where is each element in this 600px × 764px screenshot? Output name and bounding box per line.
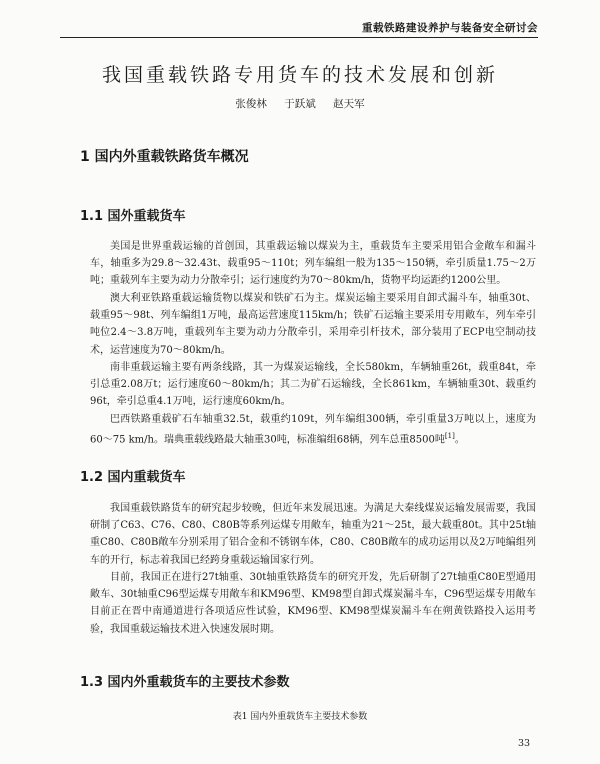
citation-ref[interactable]: [1] — [444, 432, 455, 441]
section-heading-1: 1 国内外重载铁路货车概况 — [80, 149, 249, 165]
author-list — [0, 96, 600, 111]
paragraph-domestic-1: 我国重载铁路货车的研究起步较晚，但近年来发展迅速。为满足大秦线煤炭运输发展需要，我国研制了C63、C76、C80、C80B等系列运煤专用敞车，轴重为21～25t，最大载重80t。其中25t轴重C80、C80B敞车分别采用了铝合金和不锈钢车体，C80、C80B敞车的成功运用以及2万吨编组列车的开行，标志着我国已经跨身重载运输国家行列。 — [90, 503, 536, 566]
paragraph-brazil-sweden — [90, 411, 536, 449]
paragraph-south-africa: 南非重载运输主要有两条线路，其一为煤炭运输线，全长580km，车辆轴重26t，载重84t，牵引总重2.08万t；运行速度60～80km/h；其二为矿石运输线，全长861km，车辆轴重30t、载重约96t，牵引总重4.1万吨，运行速度60km/h。 — [90, 362, 536, 408]
author-name: 于跃斌 — [284, 98, 316, 110]
running-header: 重载铁路建设养护与装备安全研讨会 — [362, 22, 538, 34]
author-name: 赵天军 — [333, 98, 365, 110]
section-heading-1-1: 1.1 国外重载货车 — [80, 209, 186, 224]
paragraph-australia: 澳大利亚铁路重载运输货物以煤炭和铁矿石为主。煤炭运输主要采用自卸式漏斗车，轴重30t、载重95～98t、列车编组1万吨，最高运营速度115km/h；铁矿石运输主要采用专用敞车，列车牵引吨位2.4～3.8万吨，重载列车主要为动力分散牵引，采用牵引杆技术，部分装用了ECP电空制动技术，运营速度为70～80km/h。 — [90, 293, 536, 356]
sentence-end: 。 — [454, 434, 465, 446]
paragraph-domestic-2: 目前，我国正在进行27t轴重、30t轴重铁路货车的研究开发，先后研制了27t轴重C80E型通用敞车、30t轴重C96型运煤专用敞车和KM96型、KM98型自卸式煤炭漏斗车，C96型运煤专用敞车目前正在晋中南通道进行各项适应性试验，KM96型、KM98型煤炭漏斗车在朔黄铁路投入运用考验，我国重载运输技术进入快速发展时期。 — [90, 572, 536, 635]
section-heading-1-2: 1.2 国内重载货车 — [80, 470, 186, 485]
author-name: 张俊林 — [235, 98, 267, 110]
paragraph-usa: 美国是世界重载运输的首创国，其重载运输以煤炭为主，重载货车主要采用铝合金敞车和漏斗车，轴重多为29.8～32.43t、载重95～110t；列车编组一般为135～150辆，牵引质量1.75～2万吨；重载列车主要为动力分散牵引；运行速度约为70～80km/h，货物平均运距约1200公里。 — [90, 241, 536, 287]
section-heading-1-3: 1.3 国内外重载货车的主要技术参数 — [80, 675, 290, 690]
table-caption: 表1 国内外重载货车主要技术参数 — [232, 712, 368, 722]
paragraph-text: 巴西铁路重载矿石车轴重32.5t，载重约109t，列车编组300辆，牵引重量3万吨以上，速度为60～75 km/h。瑞典重载线路最大轴重30吨，标准编组68辆，列车总重8500吨 — [90, 414, 536, 446]
header-rule — [60, 37, 538, 38]
page-number: 33 — [518, 738, 531, 749]
paper-title: 我国重载铁路专用货车的技术发展和创新 — [101, 64, 498, 86]
